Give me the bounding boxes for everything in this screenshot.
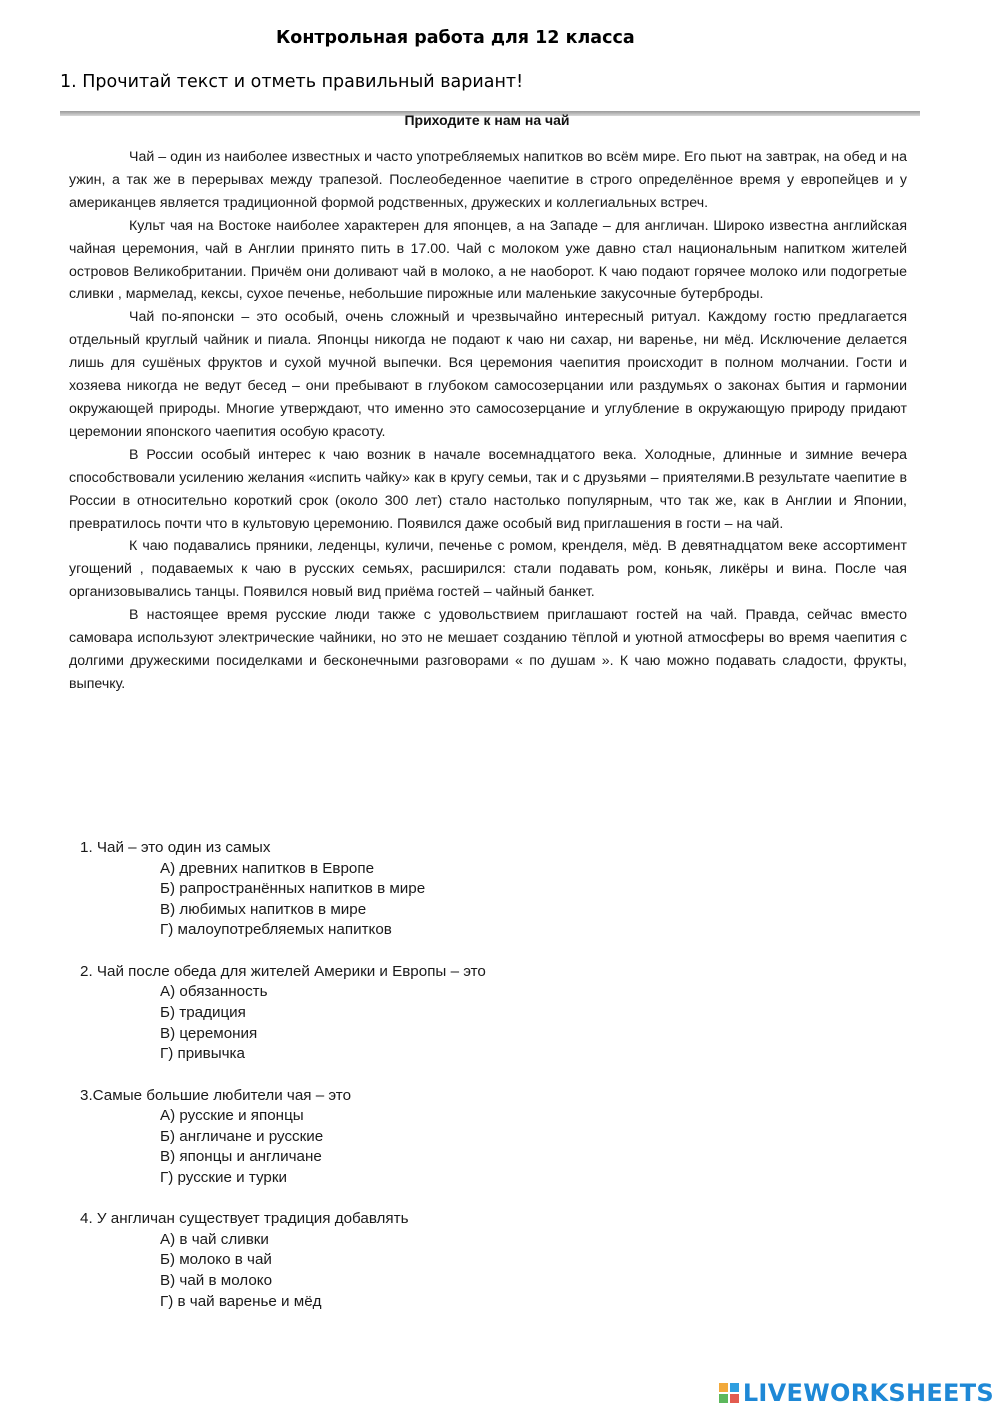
logo-block: [730, 1394, 739, 1403]
logo-text: LIVEWORKSHEETS: [742, 1379, 994, 1407]
article-paragraph: В России особый интерес к чаю возник в начале восемнадцатого века. Холодные, длинные и зимние вечера способствовали усилению желания «испить чайку» как в кругу семьи, так и с друзьями – приятелями.В результате чаепитие в России в относительно короткий срок (около 300 лет) стало настолько популярным, что так же, как в Англии и Японии, превратилось почти что в культовую церемонию. Появился даже особый вид приглашения в гости – на чай.: [69, 446, 907, 532]
answer-option[interactable]: Б) рапространённых напитков в мире: [160, 880, 426, 898]
question-text: 4. У англичан существует традиция добавлять: [80, 1210, 409, 1228]
answer-option[interactable]: Б) традиция: [160, 1003, 246, 1021]
answer-option[interactable]: Б) англичане и русские: [160, 1127, 324, 1145]
question-4: [80, 1209, 900, 1312]
question-text: 1. Чай – это один из самых: [80, 839, 271, 856]
answer-option[interactable]: В) церемония: [160, 1024, 258, 1042]
answer-option[interactable]: Б) молоко в чай: [160, 1251, 272, 1269]
answer-option[interactable]: В) чай в молоко: [160, 1272, 273, 1290]
answer-option[interactable]: А) древних напитков в Европе: [160, 859, 375, 877]
logo-block: [719, 1394, 728, 1403]
answer-option[interactable]: Г) малоупотребляемых напитков: [160, 921, 392, 939]
article-paragraph: Чай – один из наиболее известных и часто употребляемых напитков во всём мире. Его пьют на завтрак, на обед и на ужин, а так же в перерывах между трапезой. Послеобеденное чаепитие в строго определённое время у европейцев и у американцев является традиционной формой родственных, дружеских и коллегиальных встреч.: [69, 149, 907, 211]
answer-option[interactable]: В) японцы и англичане: [160, 1148, 322, 1166]
logo-blocks-icon: [719, 1383, 739, 1403]
task-instruction: 1. Прочитай текст и отметь правильный вариант!: [60, 72, 524, 92]
answer-option[interactable]: А) обязанность: [160, 983, 268, 1001]
answer-option[interactable]: А) русские и японцы: [160, 1107, 304, 1125]
liveworksheets-logo: [719, 1378, 994, 1408]
question-text: 2. Чай после обеда для жителей Америки и Европы – это: [80, 962, 486, 980]
logo-block: [719, 1383, 728, 1392]
question-3: [80, 1086, 900, 1189]
answer-option[interactable]: А) в чай сливки: [160, 1230, 269, 1248]
question-2: [80, 962, 900, 1065]
article-heading: Приходите к нам на чай: [404, 112, 570, 128]
question-1: [80, 838, 900, 941]
logo-block: [730, 1383, 739, 1392]
article-text: [69, 146, 907, 696]
article-paragraph: К чаю подавались пряники, леденцы, куличи, печенье с ромом, кренделя, мёд. В девятнадцатом веке ассортимент угощений , подаваемых к чаю в русских семьях, расширился: стали подавать ром, коньяк, ликёры и вина. После чая организовывались танцы. Появился новый вид приёма гостей – чайный банкет.: [69, 538, 907, 601]
question-text: 3.Самые большие любители чая – это: [80, 1086, 352, 1104]
question-list: [80, 838, 900, 1333]
answer-option[interactable]: Г) привычка: [160, 1045, 245, 1063]
article-paragraph: В настоящее время русские люди также с удовольствием приглашают гостей на чай. Правда, сейчас вместо самовара используют электрические чайники, но это не мешает созданию тёплой и уютной атмосферы во время чаепития с долгими дружескими посиделками и бесконечными разговорами « по душам ». К чаю можно подавать сладости, фрукты, выпечку.: [69, 607, 907, 692]
page-title: Контрольная работа для 12 класса: [276, 28, 635, 48]
article-paragraph: Чай по-японски – это особый, очень сложный и чрезвычайно интересный ритуал. Каждому гостю предлагается отдельный круглый чайник и пиала. Японцы никогда не подают к чаю ни сахар, ни варенье, ни мёд. Исключение делается лишь для сушёных фруктов и сухой мучной выпечки. Вся церемония чаепития происходит в полном молчании. Гости и хозяева никогда не ведут бесед – они пребывают в глубоком самосозерцании или раздумьях о законах бытия и гармонии окружающей природы. Многие утверждают, что именно это самосозерцание и углубление в окружающую природу придают церемонии японского чаепития особую красоту.: [69, 309, 907, 440]
answer-option[interactable]: Г) в чай варенье и мёд: [160, 1292, 322, 1310]
answer-option[interactable]: Г) русские и турки: [160, 1168, 288, 1186]
answer-option[interactable]: В) любимых напитков в мире: [160, 900, 367, 918]
article-paragraph: Культ чая на Востоке наиболее характерен для японцев, а на Западе – для англичан. Широко известна английская чайная церемония, чай в Англии принято пить в 17.00. Чай с молоком уже давно стал национальным напитком жителей островов Великобритании. Причём они доливают чай в молоко, а не наоборот. К чаю подают горячее молоко или подогретые сливки , мармелад, кексы, сухое печенье, небольшие пирожные или маленькие закусочные бутерброды.: [69, 217, 907, 303]
